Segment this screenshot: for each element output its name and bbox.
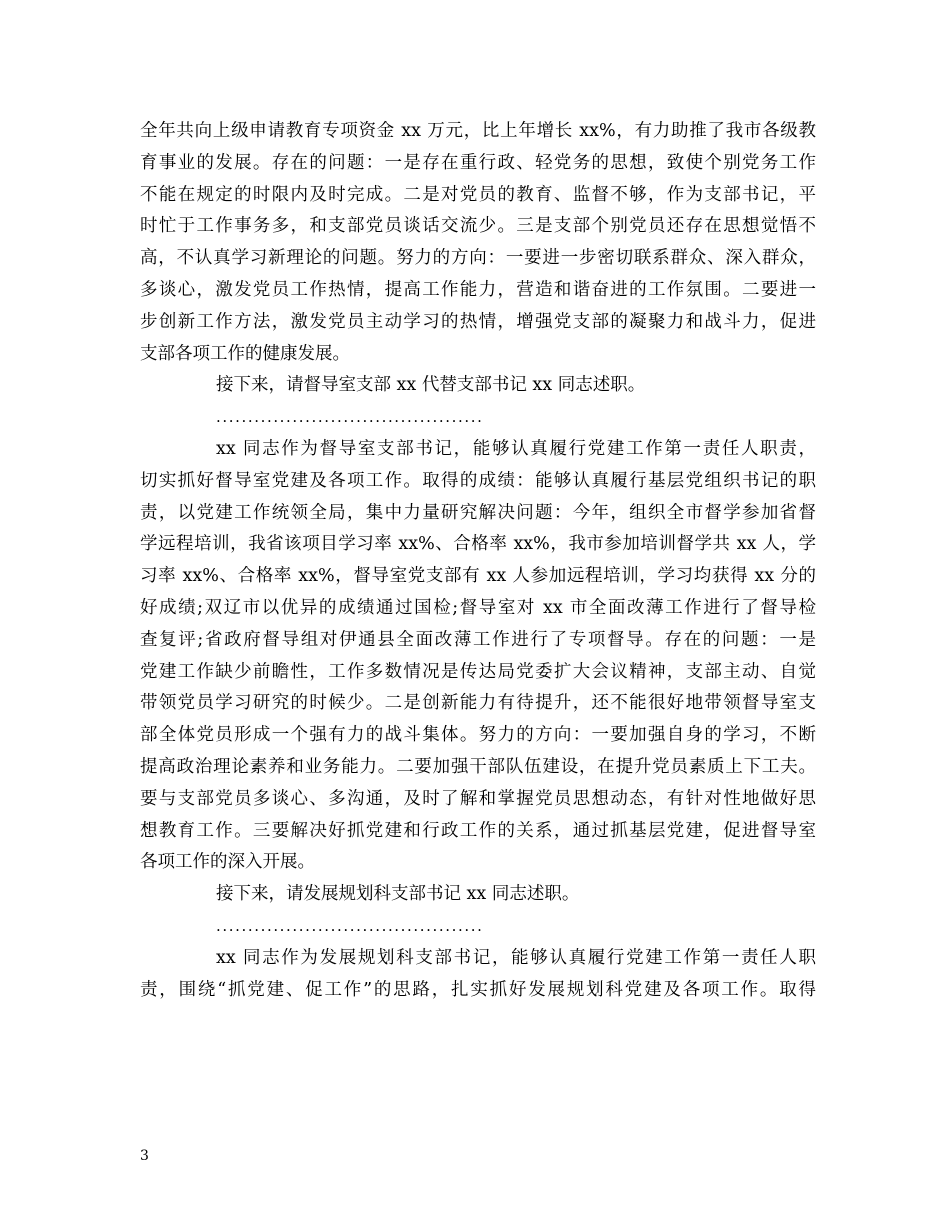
text-line: 查复评;省政府督导组对伊通县全面改薄工作进行了专项督导。存在的问题：一是: [140, 629, 816, 650]
text-line: 接下来，请督导室支部 xx 代替支部书记 xx 同志述职。: [216, 375, 646, 396]
text-line: 不能在规定的时限内及时完成。二是对党员的教育、监督不够，作为支部书记，平: [140, 184, 816, 205]
text-line: 提高政治理论素养和业务能力。二要加强干部队伍建设，在提升党员素质上下工夫。: [140, 756, 816, 777]
text-line: 多谈心，激发党员工作热情，提高工作能力，营造和谐奋进的工作氛围。二要进一: [140, 279, 816, 300]
text-line: 责，以党建工作统领全局，集中力量研究解决问题：今年，组织全市督学参加省督: [140, 502, 816, 523]
text-line: 高，不认真学习新理论的问题。努力的方向：一要进一步密切联系群众、深入群众，: [140, 248, 816, 269]
text-line: 各项工作的深入开展。: [140, 852, 315, 873]
text-line: 学远程培训，我省该项目学习率 xx%、合格率 xx%，我市参加培训督学共 xx 人，学: [140, 534, 816, 555]
document-body: [140, 116, 816, 1006]
page-number: 3: [140, 1148, 149, 1164]
text-line: 好成绩;双辽市以优异的成绩通过国检;督导室对 xx 市全面改薄工作进行了督导检: [140, 597, 816, 618]
text-line: 要与支部党员多谈心、多沟通，及时了解和掌握党员思想动态，有针对性地做好思: [140, 788, 816, 809]
text-line: 切实抓好督导室党建及各项工作。取得的成绩：能够认真履行基层党组织书记的职: [140, 470, 816, 491]
text-line: 全年共向上级申请教育专项资金 xx 万元，比上年增长 xx%，有力助推了我市各级教: [140, 121, 816, 141]
text-line: 部全体党员形成一个强有力的战斗集体。努力的方向：一要加强自身的学习，不断: [140, 725, 816, 746]
text-line: 步创新工作方法，激发党员主动学习的热情，增强党支部的凝聚力和战斗力，促进: [140, 311, 816, 332]
text-line: 带领党员学习研究的时候少。二是创新能力有待提升，还不能很好地带领督导室支: [140, 693, 816, 714]
text-line: 想教育工作。三要解决好抓党建和行政工作的关系，通过抓基层党建，促进督导室: [140, 820, 816, 841]
dotted-separator: ..........................................: [216, 408, 484, 427]
text-line: 支部各项工作的健康发展。: [140, 343, 350, 364]
text-line: xx 同志作为督导室支部书记，能够认真履行党建工作第一责任人职责，: [216, 438, 816, 459]
text-line: 习率 xx%、合格率 xx%，督导室党支部有 xx 人参加远程培训，学习均获得 xx 分的: [140, 566, 816, 587]
text-line: 责，围绕“抓党建、促工作”的思路，扎实抓好发展规划科党建及各项工作。取得: [140, 979, 816, 1000]
text-line: xx 同志作为发展规划科支部书记，能够认真履行党建工作第一责任人职: [216, 947, 816, 968]
text-line: 接下来，请发展规划科支部书记 xx 同志述职。: [216, 884, 580, 905]
text-line: 时忙于工作事务多，和支部党员谈话交流少。三是支部个别党员还存在思想觉悟不: [140, 216, 816, 237]
dotted-separator: ..........................................: [216, 916, 484, 935]
text-line: 育事业的发展。存在的问题：一是存在重行政、轻党务的思想，致使个别党务工作: [140, 152, 816, 173]
text-line: 党建工作缺少前瞻性，工作多数情况是传达局党委扩大会议精神，支部主动、自觉: [140, 661, 816, 682]
